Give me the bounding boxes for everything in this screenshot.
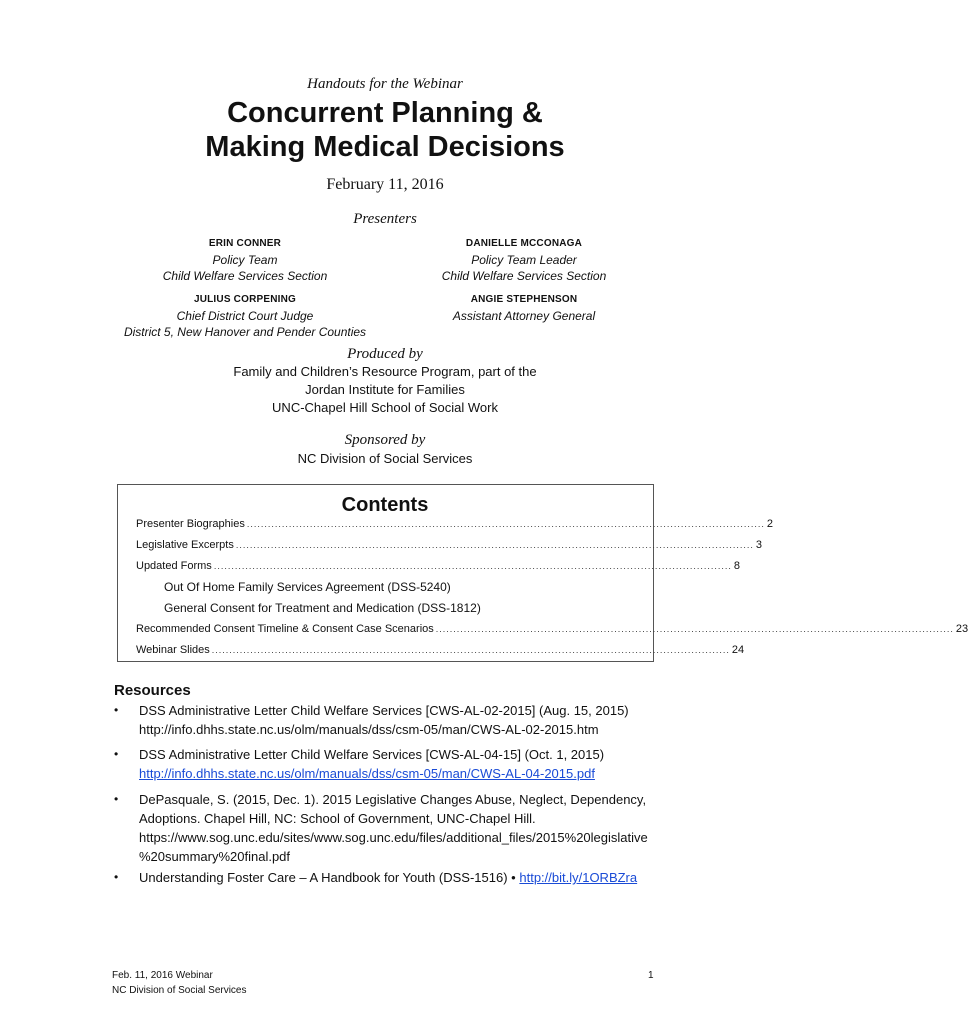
toc-page-number: 23 bbox=[955, 623, 968, 635]
toc-page-number: 2 bbox=[766, 518, 774, 530]
toc-entry[interactable] bbox=[136, 537, 763, 553]
toc-entry[interactable] bbox=[136, 516, 774, 532]
toc-entry-label: Webinar Slides bbox=[136, 644, 210, 656]
toc-leader: .................................................................................................................................................... bbox=[211, 645, 730, 655]
presenter-role: Chief District Court Judge bbox=[176, 309, 314, 323]
title-line-2: Making Medical Decisions bbox=[205, 131, 565, 163]
document-kicker: Handouts for the Webinar bbox=[307, 76, 463, 92]
toc-leader: .................................................................................................................................................... bbox=[235, 540, 754, 550]
resource-text: Understanding Foster Care – A Handbook for Youth (DSS-1516) • bbox=[139, 870, 516, 885]
toc-subentry: General Consent for Treatment and Medication (DSS-1812) bbox=[164, 601, 481, 615]
bullet-icon: • bbox=[114, 870, 119, 884]
presenter-org: Child Welfare Services Section bbox=[162, 269, 328, 283]
presenter-name: DANIELLE MCCONAGA bbox=[465, 238, 583, 249]
resource-text: DSS Administrative Letter Child Welfare Services [CWS-AL-02-2015] (Aug. 15, 2015) bbox=[139, 703, 629, 718]
resource-item bbox=[139, 701, 659, 739]
page-number: 1 bbox=[648, 970, 654, 981]
toc-entry-label: Recommended Consent Timeline & Consent Case Scenarios bbox=[136, 623, 434, 635]
resource-text: Adoptions. Chapel Hill, NC: School of Government, UNC-Chapel Hill. bbox=[139, 811, 536, 826]
presenter-name: ANGIE STEPHENSON bbox=[470, 294, 578, 305]
bullet-icon: • bbox=[114, 792, 119, 806]
toc-entry-label: Presenter Biographies bbox=[136, 518, 245, 530]
bullet-icon: • bbox=[114, 747, 119, 761]
resource-url: https://www.sog.unc.edu/sites/www.sog.unc.edu/files/additional_files/2015%20legislative bbox=[139, 830, 648, 845]
resource-link[interactable]: http://bit.ly/1ORBZra bbox=[519, 870, 638, 885]
footer bbox=[112, 968, 247, 998]
presenter-org: Child Welfare Services Section bbox=[441, 269, 607, 283]
toc-page-number: 8 bbox=[733, 560, 741, 572]
toc-entry-label: Legislative Excerpts bbox=[136, 539, 234, 551]
resource-url: http://info.dhhs.state.nc.us/olm/manuals/dss/csm-05/man/CWS-AL-02-2015.htm bbox=[139, 722, 599, 737]
producer-block bbox=[0, 363, 770, 417]
presenter-org: District 5, New Hanover and Pender Counties bbox=[123, 325, 367, 339]
toc-leader: .................................................................................................................................................... bbox=[435, 624, 954, 634]
presenter-role: Assistant Attorney General bbox=[452, 309, 596, 323]
presenter-card bbox=[359, 292, 689, 324]
toc-subentry: Out Of Home Family Services Agreement (DSS-5240) bbox=[164, 580, 451, 594]
producer-line: UNC-Chapel Hill School of Social Work bbox=[272, 400, 498, 415]
toc-leader: .................................................................................................................................................... bbox=[246, 519, 765, 529]
toc-page-number: 24 bbox=[731, 644, 745, 656]
webinar-date: February 11, 2016 bbox=[326, 176, 444, 193]
footer-line: NC Division of Social Services bbox=[112, 985, 247, 996]
toc-entry[interactable] bbox=[136, 642, 745, 658]
producer-line: Jordan Institute for Families bbox=[305, 382, 465, 397]
resource-link[interactable]: http://info.dhhs.state.nc.us/olm/manuals/dss/csm-05/man/CWS-AL-04-2015.pdf bbox=[139, 766, 595, 781]
sponsored-by-label: Sponsored by bbox=[344, 432, 426, 448]
toc-page-number: 3 bbox=[755, 539, 763, 551]
presenter-card bbox=[359, 236, 689, 284]
resource-item bbox=[139, 790, 659, 866]
contents-title: Contents bbox=[341, 494, 429, 516]
sponsor-name: NC Division of Social Services bbox=[297, 451, 473, 466]
title-line-1: Concurrent Planning & bbox=[227, 97, 543, 129]
presenter-role: Policy Team bbox=[212, 253, 278, 267]
produced-by-label: Produced by bbox=[347, 346, 423, 362]
presenter-name: ERIN CONNER bbox=[208, 238, 282, 249]
document-title bbox=[0, 96, 770, 164]
footer-line: Feb. 11, 2016 Webinar bbox=[112, 970, 213, 981]
toc-entry[interactable] bbox=[136, 558, 741, 574]
producer-line: Family and Children’s Resource Program, part of the bbox=[233, 364, 537, 379]
resource-url: %20summary%20final.pdf bbox=[139, 849, 291, 864]
resource-text: DePasquale, S. (2015, Dec. 1). 2015 Legislative Changes Abuse, Neglect, Dependency, bbox=[139, 792, 647, 807]
resources-heading: Resources bbox=[114, 682, 191, 699]
presenter-role: Policy Team Leader bbox=[471, 253, 577, 267]
bullet-icon: • bbox=[114, 703, 119, 717]
toc-leader: .................................................................................................................................................... bbox=[213, 561, 732, 571]
toc-entry[interactable] bbox=[136, 621, 968, 637]
presenters-label: Presenters bbox=[353, 211, 417, 227]
resource-text: DSS Administrative Letter Child Welfare Services [CWS-AL-04-15] (Oct. 1, 2015) bbox=[139, 747, 605, 762]
resource-item bbox=[139, 868, 659, 887]
resource-item bbox=[139, 745, 659, 783]
presenter-name: JULIUS CORPENING bbox=[193, 294, 297, 305]
toc-entry-label: Updated Forms bbox=[136, 560, 212, 572]
